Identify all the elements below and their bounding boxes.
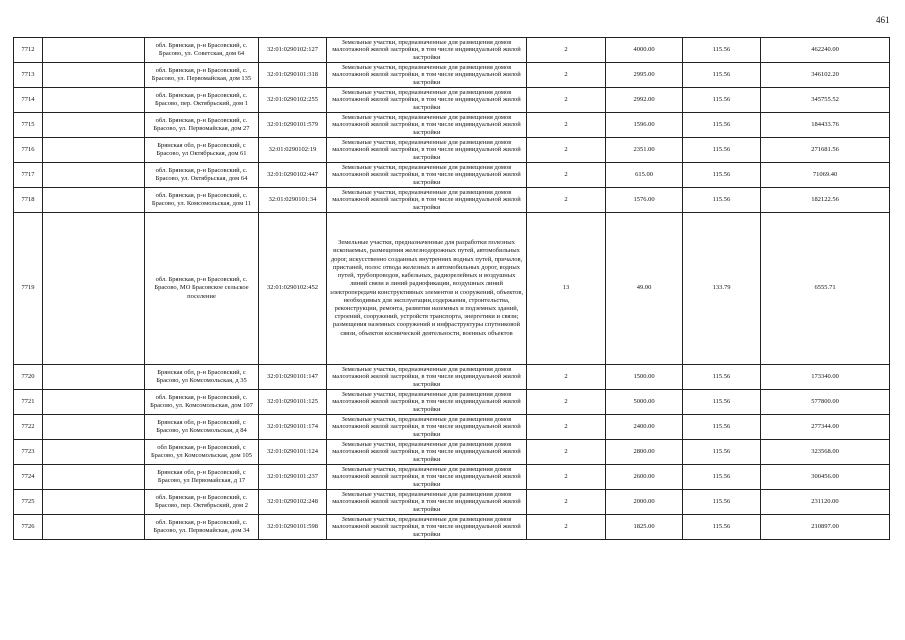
area-cell: 1596.00 [606,113,683,138]
cadastral-value-cell: 71069.40 [761,163,890,188]
area-cell: 615.00 [606,163,683,188]
rate-cell: 115.56 [683,390,761,415]
cadastral-value-cell: 323568.00 [761,440,890,465]
address-cell: обл. Брянская, р-н Брасовский, с. Брасово, ул. Первомайская, дом 135 [145,63,259,88]
row-number-cell: 7715 [14,113,43,138]
group-code-cell: 2 [527,163,606,188]
table-row [14,465,890,490]
table-row [14,440,890,465]
rate-cell: 115.56 [683,163,761,188]
table-body [14,38,890,540]
cadastral-value-cell: 277344.00 [761,415,890,440]
address-cell: Брянская обл, р-н Брасовский, с Брасово, ул Комсомольская, д 84 [145,415,259,440]
address-cell: обл Брянская, р-н Брасовский, с Брасово, ул Комсомольская, дом 105 [145,440,259,465]
area-cell: 2800.00 [606,440,683,465]
cadastral-number-cell: 32:01:0290101:318 [259,63,327,88]
row-number-cell: 7713 [14,63,43,88]
group-code-cell: 2 [527,390,606,415]
cadastral-value-cell: 6555.71 [761,213,890,365]
cadastral-number-cell: 32:01:0290102:447 [259,163,327,188]
rate-cell: 115.56 [683,63,761,88]
rate-cell: 115.56 [683,465,761,490]
cadastral-number-cell: 32:01:0290101:598 [259,515,327,540]
address-cell: обл. Брянская, р-н Брасовский, с. Брасово, ул. Советская, дом 64 [145,38,259,63]
rate-cell: 115.56 [683,440,761,465]
cadastral-value-cell: 182122.56 [761,188,890,213]
cadastral-value-cell: 346102.20 [761,63,890,88]
spacer-cell [43,415,145,440]
cadastral-number-cell: 32:01:0290101:147 [259,365,327,390]
area-cell: 2992.00 [606,88,683,113]
cadastral-value-cell: 300456.00 [761,465,890,490]
rate-cell: 115.56 [683,138,761,163]
area-cell: 1825.00 [606,515,683,540]
group-code-cell: 2 [527,63,606,88]
address-cell: обл. Брянская, р-н Брасовский, с. Брасово, ул. Первомайская, дом 27 [145,113,259,138]
row-number-cell: 7723 [14,440,43,465]
cadastral-number-cell: 32:01:0290102:127 [259,38,327,63]
row-number-cell: 7714 [14,88,43,113]
group-code-cell: 2 [527,113,606,138]
area-cell: 2000.00 [606,490,683,515]
row-number-cell: 7717 [14,163,43,188]
address-cell: обл. Брянская, р-н Брасовский, с. Брасово, ул. Комсомольская, дом 107 [145,390,259,415]
table-row [14,188,890,213]
row-number-cell: 7712 [14,38,43,63]
land-purpose-cell: Земельные участки, предназначенные для размещения домов малоэтажной жилой застройки, в том числе индивидуальной жилой застройки [327,188,527,213]
spacer-cell [43,188,145,213]
land-purpose-cell: Земельные участки, предназначенные для размещения домов малоэтажной жилой застройки, в том числе индивидуальной жилой застройки [327,415,527,440]
table-row [14,163,890,188]
cadastral-value-cell: 210897.00 [761,515,890,540]
area-cell: 1500.00 [606,365,683,390]
group-code-cell: 2 [527,515,606,540]
land-purpose-cell: Земельные участки, предназначенные для размещения домов малоэтажной жилой застройки, в том числе индивидуальной жилой застройки [327,38,527,63]
rate-cell: 115.56 [683,38,761,63]
land-purpose-cell: Земельные участки, предназначенные для размещения домов малоэтажной жилой застройки, в том числе индивидуальной жилой застройки [327,113,527,138]
table-row [14,490,890,515]
address-cell: Брянская обл, р-н Брасовский, с Брасово, ул Первомайская, д 17 [145,465,259,490]
table-row [14,113,890,138]
group-code-cell: 2 [527,415,606,440]
row-number-cell: 7726 [14,515,43,540]
cadastral-value-cell: 231120.00 [761,490,890,515]
spacer-cell [43,465,145,490]
table-row [14,213,890,365]
spacer-cell [43,63,145,88]
area-cell: 5000.00 [606,390,683,415]
row-number-cell: 7724 [14,465,43,490]
cadastral-number-cell: 32:01:0290102:255 [259,88,327,113]
area-cell: 2995.00 [606,63,683,88]
cadastral-value-cell: 173340.00 [761,365,890,390]
land-purpose-cell: Земельные участки, предназначенные для размещения домов малоэтажной жилой застройки, в том числе индивидуальной жилой застройки [327,63,527,88]
spacer-cell [43,515,145,540]
land-purpose-cell: Земельные участки, предназначенные для размещения домов малоэтажной жилой застройки, в том числе индивидуальной жилой застройки [327,365,527,390]
row-number-cell: 7720 [14,365,43,390]
area-cell: 2400.00 [606,415,683,440]
group-code-cell: 2 [527,465,606,490]
row-number-cell: 7725 [14,490,43,515]
spacer-cell [43,440,145,465]
cadastral-number-cell: 32:01:0290102:248 [259,490,327,515]
spacer-cell [43,138,145,163]
spacer-cell [43,365,145,390]
rate-cell: 115.56 [683,365,761,390]
group-code-cell: 13 [527,213,606,365]
cadastral-number-cell: 32:01:0290101:237 [259,465,327,490]
rate-cell: 115.56 [683,113,761,138]
group-code-cell: 2 [527,440,606,465]
cadastral-value-cell: 271681.56 [761,138,890,163]
cadastral-number-cell: 32:01:0290101:125 [259,390,327,415]
area-cell: 1576.00 [606,188,683,213]
table-row [14,390,890,415]
address-cell: обл. Брянская, р-н Брасовский, с. Брасово, ул. Первомайская, дом 34 [145,515,259,540]
group-code-cell: 2 [527,365,606,390]
land-purpose-cell: Земельные участки, предназначенные для размещения домов малоэтажной жилой застройки, в том числе индивидуальной жилой застройки [327,390,527,415]
cadastral-value-cell: 184433.76 [761,113,890,138]
spacer-cell [43,113,145,138]
cadastral-number-cell: 32:01:0290101:174 [259,415,327,440]
rate-cell: 115.56 [683,515,761,540]
rate-cell: 115.56 [683,490,761,515]
land-purpose-cell: Земельные участки, предназначенные для разработки полезных ископаемых, размещения железнодорожных путей, автомобильных дорог, искусственно созданных внутренних водных путей, причалов, пристаней, полос отвода железных и автомобильных дорог, водных путей, трубопроводов, кабельных, радиорелейных и воздушных линий связи и линий радиофикации, воздушных линий электропередачи конструктивных элементов и сооружений, объектов, необходимых для эксплуатации,содержания, строительства, реконструкции, ремонта, развития наземных и подземных зданий, строений, сооружений, устройств транспорта, энергетики и связи; размещения наземных сооружений и инфраструктуры спутниковой связи, объектов космической деятельности, военных объектов [327,213,527,365]
rate-cell: 115.56 [683,188,761,213]
area-cell: 2351.00 [606,138,683,163]
cadastral-value-cell: 345755.52 [761,88,890,113]
group-code-cell: 2 [527,188,606,213]
land-purpose-cell: Земельные участки, предназначенные для размещения домов малоэтажной жилой застройки, в том числе индивидуальной жилой застройки [327,163,527,188]
table-row [14,415,890,440]
cadastral-value-cell: 577800.00 [761,390,890,415]
area-cell: 2600.00 [606,465,683,490]
address-cell: обл. Брянская, р-н Брасовский, с. Брасово, ул. Комсомольская, дом 11 [145,188,259,213]
group-code-cell: 2 [527,490,606,515]
spacer-cell [43,38,145,63]
row-number-cell: 7719 [14,213,43,365]
rate-cell: 133.79 [683,213,761,365]
table-row [14,38,890,63]
land-purpose-cell: Земельные участки, предназначенные для размещения домов малоэтажной жилой застройки, в том числе индивидуальной жилой застройки [327,88,527,113]
address-cell: обл. Брянская, р-н Брасовский, с. Брасово, ул. Октябрьская, дом 64 [145,163,259,188]
land-registry-table [13,37,890,540]
spacer-cell [43,490,145,515]
row-number-cell: 7722 [14,415,43,440]
land-purpose-cell: Земельные участки, предназначенные для размещения домов малоэтажной жилой застройки, в том числе индивидуальной жилой застройки [327,465,527,490]
land-purpose-cell: Земельные участки, предназначенные для размещения домов малоэтажной жилой застройки, в том числе индивидуальной жилой застройки [327,440,527,465]
land-purpose-cell: Земельные участки, предназначенные для размещения домов малоэтажной жилой застройки, в том числе индивидуальной жилой застройки [327,490,527,515]
group-code-cell: 2 [527,88,606,113]
address-cell: Брянская обл, р-н Брасовский, с Брасово, ул Комсомольская, д 35 [145,365,259,390]
table-row [14,88,890,113]
table-row [14,63,890,88]
address-cell: обл. Брянская, р-н Брасовский, с. Брасово, пер. Октябрьский, дом 1 [145,88,259,113]
spacer-cell [43,88,145,113]
spacer-cell [43,213,145,365]
page-number: 461 [876,15,890,25]
cadastral-value-cell: 462240.00 [761,38,890,63]
spacer-cell [43,163,145,188]
rate-cell: 115.56 [683,415,761,440]
land-purpose-cell: Земельные участки, предназначенные для размещения домов малоэтажной жилой застройки, в том числе индивидуальной жилой застройки [327,515,527,540]
table-row [14,515,890,540]
row-number-cell: 7716 [14,138,43,163]
table-row [14,365,890,390]
area-cell: 4000.00 [606,38,683,63]
address-cell: Брянская обл, р-н Брасовский, с Брасово, ул Октябрьская, дом 61 [145,138,259,163]
cadastral-number-cell: 32:01:0290101:579 [259,113,327,138]
address-cell: обл. Брянская, р-н Брасовский, с. Брасово, пер. Октябрьский, дом 2 [145,490,259,515]
rate-cell: 115.56 [683,88,761,113]
spacer-cell [43,390,145,415]
group-code-cell: 2 [527,138,606,163]
cadastral-number-cell: 32:01:0290101:124 [259,440,327,465]
area-cell: 49.00 [606,213,683,365]
table-row [14,138,890,163]
cadastral-number-cell: 32:01:0290102:19 [259,138,327,163]
row-number-cell: 7721 [14,390,43,415]
group-code-cell: 2 [527,38,606,63]
land-purpose-cell: Земельные участки, предназначенные для размещения домов малоэтажной жилой застройки, в том числе индивидуальной жилой застройки [327,138,527,163]
cadastral-number-cell: 32:01:0290101:34 [259,188,327,213]
row-number-cell: 7718 [14,188,43,213]
address-cell: обл. Брянская, р-н Брасовский, с. Брасово, МО Брасовское сельское поселение [145,213,259,365]
cadastral-number-cell: 32:01:0290102:452 [259,213,327,365]
